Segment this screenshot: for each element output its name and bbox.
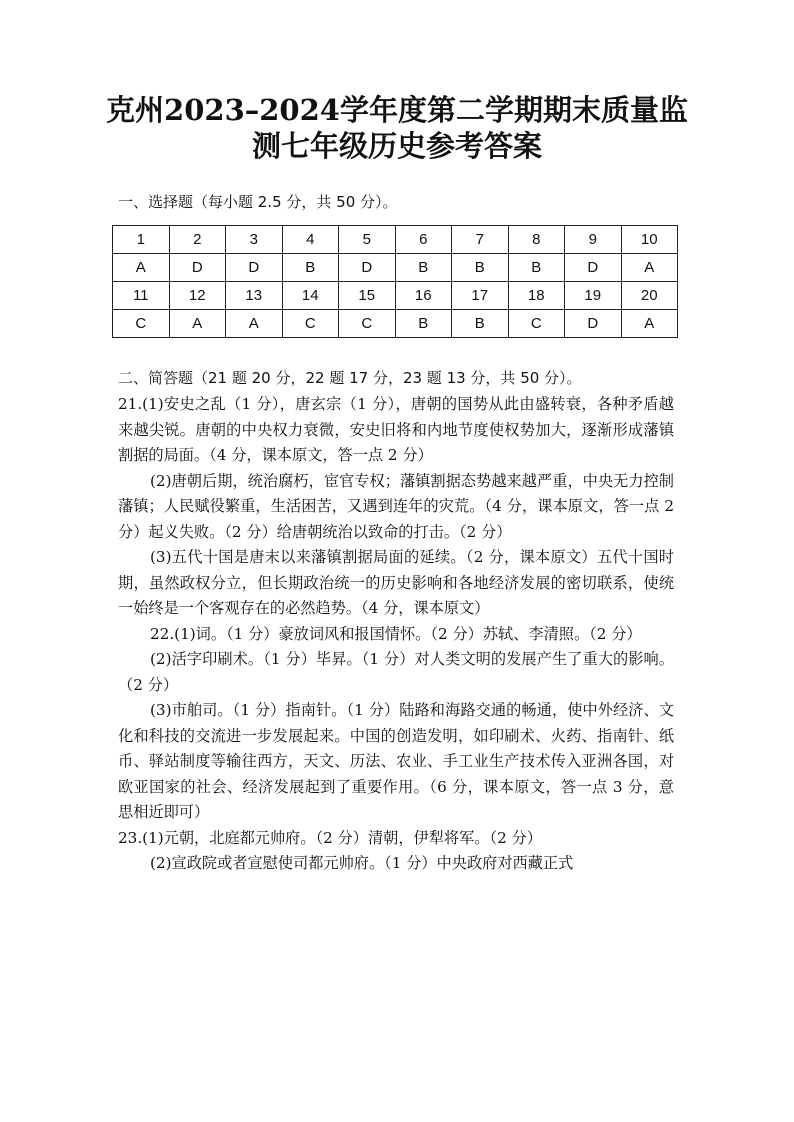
question-number-cell: 10	[621, 226, 678, 254]
question-number-cell: 5	[339, 226, 396, 254]
answer-cell: B	[282, 254, 339, 282]
answer-cell: A	[621, 254, 678, 282]
answer-cell: C	[339, 310, 396, 338]
answer-paragraph: 23.(1)元朝，北庭都元帅府。（2 分）清朝，伊犁将军。（2 分）	[118, 828, 542, 847]
question-number-cell: 6	[395, 226, 452, 254]
question-number-cell: 3	[226, 226, 283, 254]
question-number-cell: 1	[113, 226, 170, 254]
question-number-cell: 15	[339, 282, 396, 310]
answer-paragraph: (2)唐朝后期，统治腐朽，宦官专权；藩镇割据态势越来越严重，中央无力控制藩镇；人民赋役繁重，生活困苦，又遇到连年的灾荒。（4 分，课本原文，答一点 2 分）起义失败。（2 分）给唐朝统治以致命的打击。（2 分）	[118, 471, 674, 541]
answer-paragraph: 22.(1)词。（1 分）豪放词风和报国情怀。（2 分）苏轼、李清照。（2 分）	[150, 624, 642, 643]
answer-cell: A	[226, 310, 283, 338]
question-number-cell: 11	[113, 282, 170, 310]
answer-table	[112, 225, 678, 338]
answer-cell: B	[508, 254, 565, 282]
question-number-row	[113, 226, 678, 254]
answer-cell: B	[395, 310, 452, 338]
title-line-1: 克州2023–2024学年度第二学期期末质量监	[106, 93, 688, 127]
question-number-cell: 20	[621, 282, 678, 310]
section-2-heading: 二、简答题（21 题 20 分，22 题 17 分，23 题 13 分，共 50 分）。	[118, 369, 582, 387]
answer-cell: C	[282, 310, 339, 338]
answer-cell: A	[169, 310, 226, 338]
answer-cell: D	[565, 254, 622, 282]
answer-paragraph: (3)市舶司。（1 分）指南针。（1 分）陆路和海路交通的畅通，使中外经济、文化和科技的交流进一步发展起来。中国的创造发明，如印刷术、火药、指南针、纸币、驿站制度等输往西方，天文、历法、农业、手工业生产技术传入亚洲各国，对欧亚国家的社会、经济发展起到了重要作用。（6 分，课本原文，答一点 3 分，意思相近即可）	[118, 701, 674, 821]
question-number-cell: 12	[169, 282, 226, 310]
answer-paragraph: (3)五代十国是唐末以来藩镇割据局面的延续。（2 分，课本原文）五代十国时期，虽然政权分立，但长期政治统一的历史影响和各地经济发展的密切联系，使统一始终是一个客观存在的必然趋势。（4 分，课本原文）	[118, 548, 674, 617]
answer-paragraph: (2)活字印刷术。（1 分）毕昇。（1 分）对人类文明的发展产生了重大的影响。（2 分）	[118, 650, 674, 694]
answer-paragraph: (2)宣政院或者宣慰使司都元帅府。（1 分）中央政府对西藏正式	[150, 854, 574, 872]
document-title	[0, 92, 794, 164]
question-number-row	[113, 282, 678, 310]
answer-row	[113, 254, 678, 282]
section-1-heading: 一、选择题（每小题 2.5 分，共 50 分）。	[118, 193, 398, 211]
question-number-cell: 9	[565, 226, 622, 254]
answer-body	[118, 392, 674, 877]
question-number-cell: 16	[395, 282, 452, 310]
question-number-cell: 17	[452, 282, 509, 310]
question-number-cell: 18	[508, 282, 565, 310]
answer-cell: B	[452, 254, 509, 282]
answer-cell: A	[113, 254, 170, 282]
question-number-cell: 2	[169, 226, 226, 254]
answer-cell: D	[226, 254, 283, 282]
answer-cell: B	[452, 310, 509, 338]
answer-cell: D	[339, 254, 396, 282]
question-number-cell: 4	[282, 226, 339, 254]
question-number-cell: 14	[282, 282, 339, 310]
answer-paragraph: 21.(1)安史之乱（1 分），唐玄宗（1 分），唐朝的国势从此由盛转衰，各种矛盾越来越尖锐。唐朝的中央权力衰微，安史旧将和内地节度使权势加大，逐渐形成藩镇割据的局面。（4 分，课本原文，答一点 2 分）	[118, 395, 674, 464]
answer-row	[113, 310, 678, 338]
answer-cell: C	[113, 310, 170, 338]
question-number-cell: 19	[565, 282, 622, 310]
question-number-cell: 7	[452, 226, 509, 254]
answer-cell: A	[621, 310, 678, 338]
question-number-cell: 8	[508, 226, 565, 254]
question-number-cell: 13	[226, 282, 283, 310]
answer-cell: C	[508, 310, 565, 338]
answer-cell: D	[169, 254, 226, 282]
answer-cell: B	[395, 254, 452, 282]
answer-cell: D	[565, 310, 622, 338]
title-line-2: 测七年级历史参考答案	[251, 129, 542, 163]
